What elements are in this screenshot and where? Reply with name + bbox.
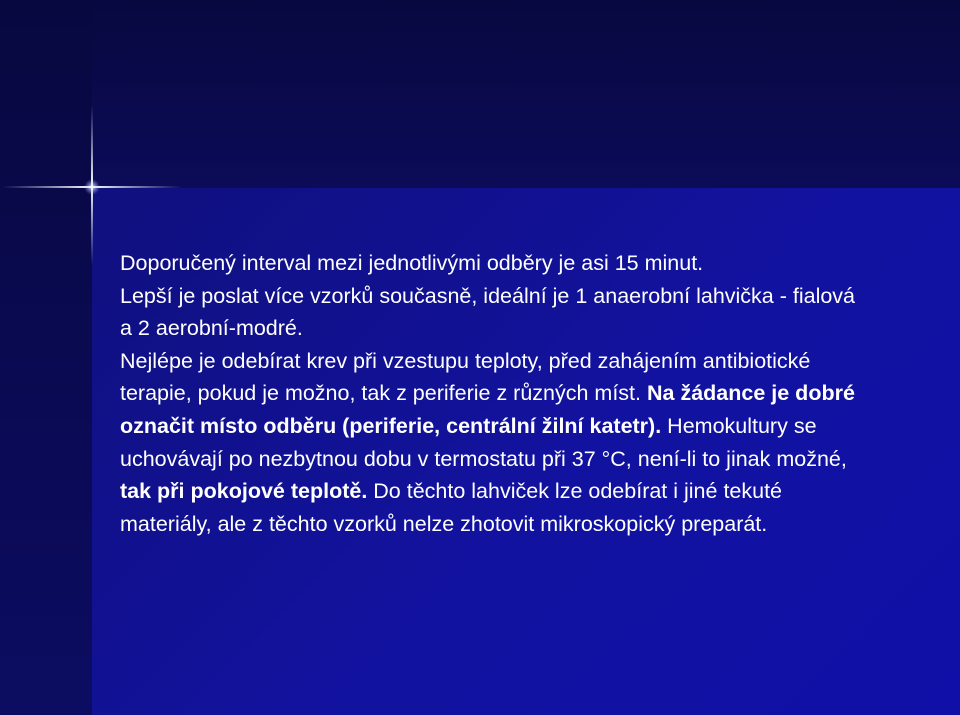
top-decorative-band — [92, 0, 960, 188]
body-text — [120, 247, 855, 540]
procedure-text-1: Nejlépe je odebírat krev při vzestupu teploty, před zahájením antibiotické terapie, pokud je možno, tak z periferie z různých míst. — [120, 348, 811, 406]
procedure-text-3: Do těchto lahviček lze odebírat i jiné tekuté materiály, ale z těchto vzorků nelze zhotovit mikroskopický preparát. — [120, 479, 783, 536]
paragraph-samples: Lepší je poslat více vzorků současně, ideální je 1 anaerobní lahvička - fialová a 2 aerobní-modré. — [120, 283, 856, 341]
procedure-text-2: Hemokultury se uchovávají po nezbytnou dobu v termostatu při 37 °C, není-li to jinak možné, — [120, 413, 847, 471]
left-decorative-band — [0, 0, 92, 715]
paragraph-interval: Doporučený interval mezi jednotlivými odběry je asi 15 minut. — [120, 251, 704, 275]
paragraph-procedure — [120, 345, 855, 541]
procedure-bold-2: tak při pokojové teplotě. — [120, 479, 368, 504]
procedure-bold-1: Na žádance je dobré označit místo odběru (periferie, centrální žilní katetr). — [120, 381, 855, 438]
